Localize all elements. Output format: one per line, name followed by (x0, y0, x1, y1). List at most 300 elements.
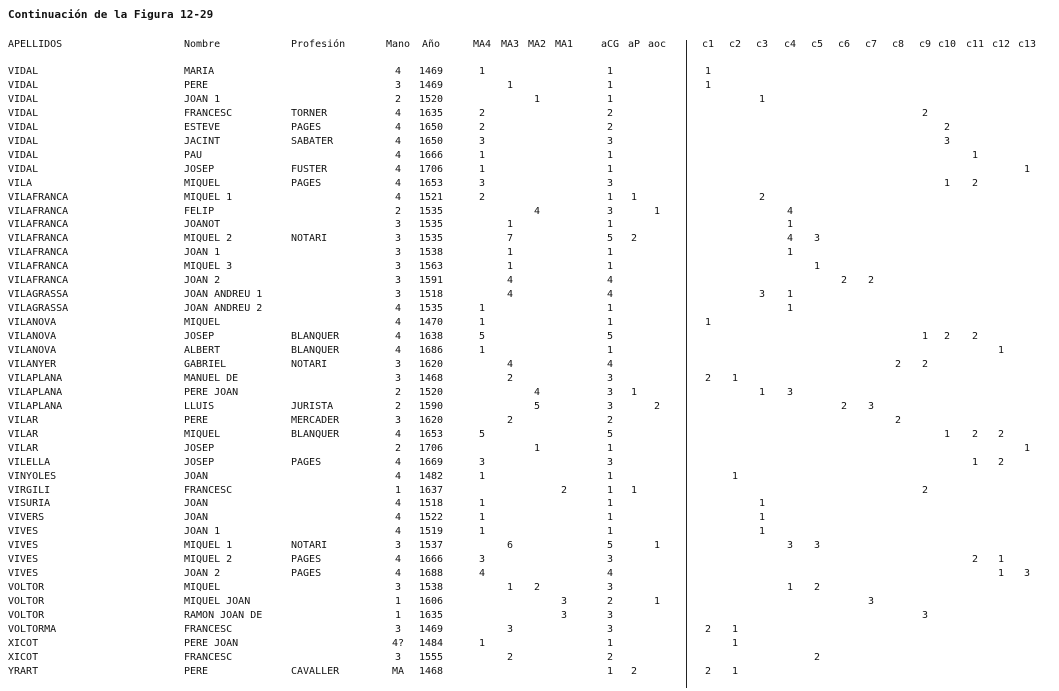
cell-c11: 2 (971, 331, 979, 343)
table-row (0, 232, 1059, 246)
cell-c1: 2 (704, 372, 712, 384)
cell-ano: 1535 (418, 303, 444, 315)
cell-ma1: 3 (560, 610, 568, 622)
cell-c8: 2 (894, 358, 902, 370)
cell-profesion: JURISTA (291, 400, 334, 412)
header-apellidos: APELLIDOS (8, 39, 63, 50)
cell-c13: 3 (1023, 568, 1031, 580)
cell-c2: 1 (731, 637, 739, 649)
cell-nombre: JOAN (184, 512, 209, 524)
cell-mano: 4 (394, 163, 402, 175)
table-row (0, 595, 1059, 609)
cell-apellidos: VOLTOR (8, 582, 45, 594)
cell-acg: 3 (606, 135, 614, 147)
cell-acg: 1 (606, 66, 614, 77)
header-mano: Mano (385, 39, 411, 50)
cell-mano: 3 (394, 582, 402, 594)
cell-mano: 3 (394, 651, 402, 663)
cell-ano: 1620 (418, 414, 444, 426)
cell-apellidos: VILA (8, 177, 33, 189)
cell-ma2: 1 (533, 442, 541, 454)
cell-ano: 1469 (418, 66, 444, 77)
header-c12: c12 (991, 39, 1011, 50)
cell-mano: 2 (394, 205, 402, 217)
cell-c2: 1 (731, 624, 739, 635)
cell-nombre: ESTEVE (184, 121, 221, 133)
cell-nombre: RAMON JOAN DE (184, 610, 263, 622)
cell-nombre: MIQUEL (184, 317, 221, 329)
cell-ma4: 1 (478, 317, 486, 329)
cell-ano: 1518 (418, 289, 444, 301)
table-row (0, 177, 1059, 191)
cell-c4: 1 (786, 289, 794, 301)
cell-apellidos: VIVES (8, 568, 39, 580)
cell-apellidos: VIVES (8, 526, 39, 538)
cell-mano: 4 (394, 149, 402, 161)
table-row (0, 525, 1059, 539)
cell-ma2: 2 (533, 582, 541, 594)
cell-c3: 1 (758, 93, 766, 105)
cell-ma4: 5 (478, 428, 486, 440)
cell-acg: 4 (606, 275, 614, 287)
table-row (0, 344, 1059, 358)
cell-acg: 3 (606, 400, 614, 412)
cell-mano: 4 (394, 554, 402, 566)
cell-c12: 1 (997, 554, 1005, 566)
cell-nombre: JOANOT (184, 219, 221, 231)
cell-mano: 4 (394, 345, 402, 356)
cell-mano: 4 (394, 470, 402, 482)
cell-apellidos: VILANYER (8, 358, 57, 370)
cell-profesion: CAVALLER (291, 665, 340, 677)
cell-ano: 1482 (418, 470, 444, 482)
cell-nombre: MIQUEL (184, 428, 221, 440)
header-nombre: Nombre (184, 39, 221, 50)
cell-c9: 2 (921, 484, 929, 496)
cell-apellidos: VILAFRANCA (8, 219, 69, 231)
cell-acg: 3 (606, 205, 614, 217)
cell-ma4: 3 (478, 554, 486, 566)
cell-mano: 4 (394, 428, 402, 440)
cell-ano: 1535 (418, 205, 444, 217)
cell-acg: 1 (606, 470, 614, 482)
cell-apellidos: YRART (8, 665, 39, 677)
header-ma3: MA3 (500, 39, 520, 50)
cell-apellidos: VIDAL (8, 107, 39, 119)
cell-profesion: NOTARI (291, 233, 328, 245)
cell-c11: 1 (971, 456, 979, 468)
cell-apellidos: VILAPLANA (8, 372, 63, 384)
cell-c1: 1 (704, 79, 712, 91)
cell-mano: 3 (394, 79, 402, 91)
cell-apellidos: VIDAL (8, 163, 39, 175)
cell-ano: 1706 (418, 442, 444, 454)
cell-ano: 1669 (418, 456, 444, 468)
cell-nombre: MANUEL DE (184, 372, 239, 384)
cell-mano: 3 (394, 414, 402, 426)
cell-acg: 1 (606, 442, 614, 454)
cell-ma3: 1 (506, 247, 514, 259)
cell-ano: 1521 (418, 191, 444, 203)
cell-acg: 2 (606, 107, 614, 119)
table-row (0, 93, 1059, 107)
cell-acg: 1 (606, 498, 614, 510)
cell-apellidos: VILAR (8, 428, 39, 440)
cell-profesion: PAGES (291, 121, 322, 133)
header-c1: c1 (701, 39, 715, 50)
cell-c4: 4 (786, 205, 794, 217)
header-ma1: MA1 (554, 39, 574, 50)
cell-c4: 3 (786, 540, 794, 552)
cell-ano: 1468 (418, 665, 444, 677)
cell-mano: 4 (394, 568, 402, 580)
header-aoc: aoc (647, 39, 667, 50)
cell-c13: 1 (1023, 442, 1031, 454)
cell-c11: 2 (971, 428, 979, 440)
table-row (0, 316, 1059, 330)
cell-nombre: ALBERT (184, 345, 221, 356)
table-row (0, 386, 1059, 400)
table-row (0, 623, 1059, 637)
cell-acg: 5 (606, 540, 614, 552)
cell-mano: 1 (394, 596, 402, 608)
cell-nombre: JACINT (184, 135, 221, 147)
cell-apellidos: VIVES (8, 540, 39, 552)
cell-ano: 1650 (418, 121, 444, 133)
cell-mano: 3 (394, 289, 402, 301)
cell-nombre: JOAN (184, 470, 209, 482)
cell-mano: 4? (391, 637, 405, 649)
cell-apellidos: VILAR (8, 442, 39, 454)
cell-c3: 1 (758, 386, 766, 398)
cell-profesion: BLANQUER (291, 345, 340, 356)
cell-nombre: MIQUEL 2 (184, 233, 233, 245)
cell-acg: 1 (606, 261, 614, 273)
cell-nombre: JOSEP (184, 331, 215, 343)
cell-profesion: PAGES (291, 177, 322, 189)
cell-apellidos: VIDAL (8, 66, 39, 77)
table-row (0, 205, 1059, 219)
cell-acg: 1 (606, 303, 614, 315)
table-row (0, 163, 1059, 177)
cell-ano: 1620 (418, 358, 444, 370)
cell-ano: 1666 (418, 554, 444, 566)
cell-acg: 1 (606, 512, 614, 524)
cell-ap: 2 (630, 665, 638, 677)
cell-nombre: FRANCESC (184, 651, 233, 663)
cell-c12: 2 (997, 456, 1005, 468)
header-c8: c8 (891, 39, 905, 50)
cell-mano: 1 (394, 484, 402, 496)
cell-nombre: MIQUEL 3 (184, 261, 233, 273)
cell-apellidos: VILELLA (8, 456, 51, 468)
cell-nombre: MARIA (184, 66, 215, 77)
cell-ma4: 4 (478, 568, 486, 580)
cell-acg: 1 (606, 219, 614, 231)
cell-acg: 1 (606, 163, 614, 175)
cell-nombre: FRANCESC (184, 624, 233, 635)
cell-c9: 2 (921, 107, 929, 119)
cell-apellidos: VILAR (8, 414, 39, 426)
cell-apellidos: VILAFRANCA (8, 233, 69, 245)
cell-acg: 3 (606, 582, 614, 594)
cell-c7: 3 (867, 400, 875, 412)
cell-nombre: GABRIEL (184, 358, 227, 370)
cell-c12: 1 (997, 345, 1005, 356)
header-ma2: MA2 (527, 39, 547, 50)
table-row (0, 637, 1059, 651)
cell-ma4: 1 (478, 149, 486, 161)
cell-ma2: 5 (533, 400, 541, 412)
cell-mano: 4 (394, 456, 402, 468)
cell-ano: 1637 (418, 484, 444, 496)
cell-apellidos: VILAFRANCA (8, 275, 69, 287)
cell-acg: 1 (606, 149, 614, 161)
header-c4: c4 (783, 39, 797, 50)
table-row (0, 191, 1059, 205)
header-c6: c6 (837, 39, 851, 50)
cell-acg: 5 (606, 331, 614, 343)
cell-acg: 2 (606, 651, 614, 663)
cell-c11: 2 (971, 554, 979, 566)
header-c3: c3 (755, 39, 769, 50)
cell-mano: 4 (394, 66, 402, 77)
table-row (0, 121, 1059, 135)
table-row (0, 484, 1059, 498)
header-c10: c10 (937, 39, 957, 50)
cell-c1: 1 (704, 66, 712, 77)
cell-nombre: JOAN ANDREU 1 (184, 289, 263, 301)
table-row (0, 218, 1059, 232)
table-row (0, 581, 1059, 595)
table-row (0, 497, 1059, 511)
cell-nombre: PAU (184, 149, 203, 161)
cell-ma3: 7 (506, 233, 514, 245)
cell-mano: MA (391, 665, 405, 677)
table-row (0, 442, 1059, 456)
cell-c4: 1 (786, 219, 794, 231)
cell-mano: 3 (394, 372, 402, 384)
cell-nombre: MIQUEL 1 (184, 540, 233, 552)
cell-profesion: NOTARI (291, 540, 328, 552)
cell-nombre: PERE JOAN (184, 637, 239, 649)
cell-c3: 3 (758, 289, 766, 301)
cell-acg: 4 (606, 568, 614, 580)
cell-ano: 1653 (418, 177, 444, 189)
cell-c5: 3 (813, 540, 821, 552)
cell-ano: 1537 (418, 540, 444, 552)
cell-ma4: 1 (478, 637, 486, 649)
cell-profesion: PAGES (291, 456, 322, 468)
table-row (0, 470, 1059, 484)
cell-ap: 1 (630, 484, 638, 496)
cell-ano: 1469 (418, 79, 444, 91)
cell-acg: 3 (606, 610, 614, 622)
cell-ma4: 5 (478, 331, 486, 343)
table-row (0, 511, 1059, 525)
cell-acg: 1 (606, 247, 614, 259)
cell-ma4: 2 (478, 121, 486, 133)
cell-apellidos: VIDAL (8, 149, 39, 161)
cell-mano: 1 (394, 610, 402, 622)
cell-ma4: 1 (478, 470, 486, 482)
cell-c4: 1 (786, 582, 794, 594)
cell-acg: 3 (606, 386, 614, 398)
cell-apellidos: VOLTOR (8, 596, 45, 608)
cell-acg: 3 (606, 624, 614, 635)
cell-ano: 1686 (418, 345, 444, 356)
cell-acg: 1 (606, 317, 614, 329)
cell-acg: 3 (606, 554, 614, 566)
cell-ano: 1606 (418, 596, 444, 608)
table-row (0, 302, 1059, 316)
figure-title: Continuación de la Figura 12-29 (8, 8, 214, 21)
cell-aoc: 1 (653, 540, 661, 552)
cell-nombre: MIQUEL (184, 177, 221, 189)
cell-c10: 1 (943, 428, 951, 440)
cell-mano: 3 (394, 358, 402, 370)
cell-ma3: 2 (506, 651, 514, 663)
cell-nombre: PERE (184, 665, 209, 677)
cell-acg: 1 (606, 665, 614, 677)
cell-ma3: 2 (506, 372, 514, 384)
cell-c10: 2 (943, 331, 951, 343)
cell-c5: 1 (813, 261, 821, 273)
cell-ma3: 6 (506, 540, 514, 552)
cell-ma4: 1 (478, 498, 486, 510)
cell-ano: 1635 (418, 610, 444, 622)
cell-acg: 5 (606, 233, 614, 245)
cell-c12: 1 (997, 568, 1005, 580)
cell-apellidos: VINYOLES (8, 470, 57, 482)
cell-apellidos: VILANOVA (8, 345, 57, 356)
cell-ma4: 1 (478, 512, 486, 524)
cell-c7: 2 (867, 275, 875, 287)
table-row (0, 330, 1059, 344)
cell-c5: 2 (813, 651, 821, 663)
header-c11: c11 (965, 39, 985, 50)
cell-ano: 1520 (418, 386, 444, 398)
cell-ano: 1590 (418, 400, 444, 412)
table-row (0, 539, 1059, 553)
cell-c3: 1 (758, 526, 766, 538)
cell-c12: 2 (997, 428, 1005, 440)
cell-c7: 3 (867, 596, 875, 608)
cell-nombre: JOAN 1 (184, 93, 221, 105)
cell-ano: 1518 (418, 498, 444, 510)
cell-nombre: JOSEP (184, 442, 215, 454)
cell-ma3: 3 (506, 624, 514, 635)
header-c9: c9 (918, 39, 932, 50)
cell-apellidos: VIDAL (8, 121, 39, 133)
cell-acg: 2 (606, 121, 614, 133)
cell-c4: 1 (786, 303, 794, 315)
cell-c5: 3 (813, 233, 821, 245)
cell-aoc: 1 (653, 205, 661, 217)
header-c2: c2 (728, 39, 742, 50)
header-acg: aCG (600, 39, 620, 50)
cell-c9: 3 (921, 610, 929, 622)
cell-ano: 1522 (418, 512, 444, 524)
cell-profesion: BLANQUER (291, 331, 340, 343)
cell-apellidos: VISURIA (8, 498, 51, 510)
cell-c4: 4 (786, 233, 794, 245)
cell-ma1: 2 (560, 484, 568, 496)
cell-mano: 3 (394, 261, 402, 273)
table-row (0, 288, 1059, 302)
cell-mano: 3 (394, 247, 402, 259)
table-row (0, 372, 1059, 386)
cell-profesion: TORNER (291, 107, 328, 119)
cell-ma4: 1 (478, 163, 486, 175)
table-row (0, 107, 1059, 121)
header-c5: c5 (810, 39, 824, 50)
table-row (0, 414, 1059, 428)
cell-ma3: 4 (506, 358, 514, 370)
cell-mano: 3 (394, 233, 402, 245)
cell-ano: 1538 (418, 582, 444, 594)
cell-nombre: JOAN 1 (184, 247, 221, 259)
cell-c9: 1 (921, 331, 929, 343)
cell-ma4: 1 (478, 66, 486, 77)
cell-profesion: FUSTER (291, 163, 328, 175)
cell-nombre: MIQUEL 1 (184, 191, 233, 203)
cell-mano: 2 (394, 386, 402, 398)
cell-c6: 2 (840, 275, 848, 287)
cell-apellidos: VIDAL (8, 135, 39, 147)
cell-c3: 1 (758, 498, 766, 510)
cell-ma3: 1 (506, 261, 514, 273)
cell-apellidos: VILAFRANCA (8, 261, 69, 273)
table-row (0, 65, 1059, 79)
cell-ma4: 1 (478, 526, 486, 538)
cell-ano: 1666 (418, 149, 444, 161)
cell-apellidos: VILAGRASSA (8, 289, 69, 301)
cell-nombre: PERE (184, 414, 209, 426)
table-row (0, 149, 1059, 163)
cell-apellidos: XICOT (8, 651, 39, 663)
cell-ano: 1538 (418, 247, 444, 259)
cell-c10: 2 (943, 121, 951, 133)
cell-acg: 1 (606, 191, 614, 203)
cell-ma2: 4 (533, 205, 541, 217)
cell-c10: 3 (943, 135, 951, 147)
cell-ma4: 2 (478, 191, 486, 203)
cell-mano: 4 (394, 498, 402, 510)
cell-ma3: 4 (506, 275, 514, 287)
cell-ano: 1520 (418, 93, 444, 105)
cell-acg: 3 (606, 177, 614, 189)
cell-nombre: JOAN 2 (184, 275, 221, 287)
cell-mano: 4 (394, 135, 402, 147)
cell-profesion: PAGES (291, 568, 322, 580)
cell-apellidos: VOLTORMA (8, 624, 57, 635)
cell-ano: 1638 (418, 331, 444, 343)
cell-apellidos: VILAFRANCA (8, 191, 69, 203)
table-row (0, 609, 1059, 623)
cell-ap: 1 (630, 386, 638, 398)
cell-mano: 4 (394, 303, 402, 315)
header-ano: Año (421, 39, 441, 50)
table-row (0, 260, 1059, 274)
cell-nombre: JOAN 1 (184, 526, 221, 538)
cell-nombre: MIQUEL 2 (184, 554, 233, 566)
header-profesion: Profesión (291, 39, 346, 50)
cell-ano: 1535 (418, 219, 444, 231)
cell-nombre: JOSEP (184, 163, 215, 175)
cell-acg: 4 (606, 289, 614, 301)
cell-apellidos: VILANOVA (8, 317, 57, 329)
